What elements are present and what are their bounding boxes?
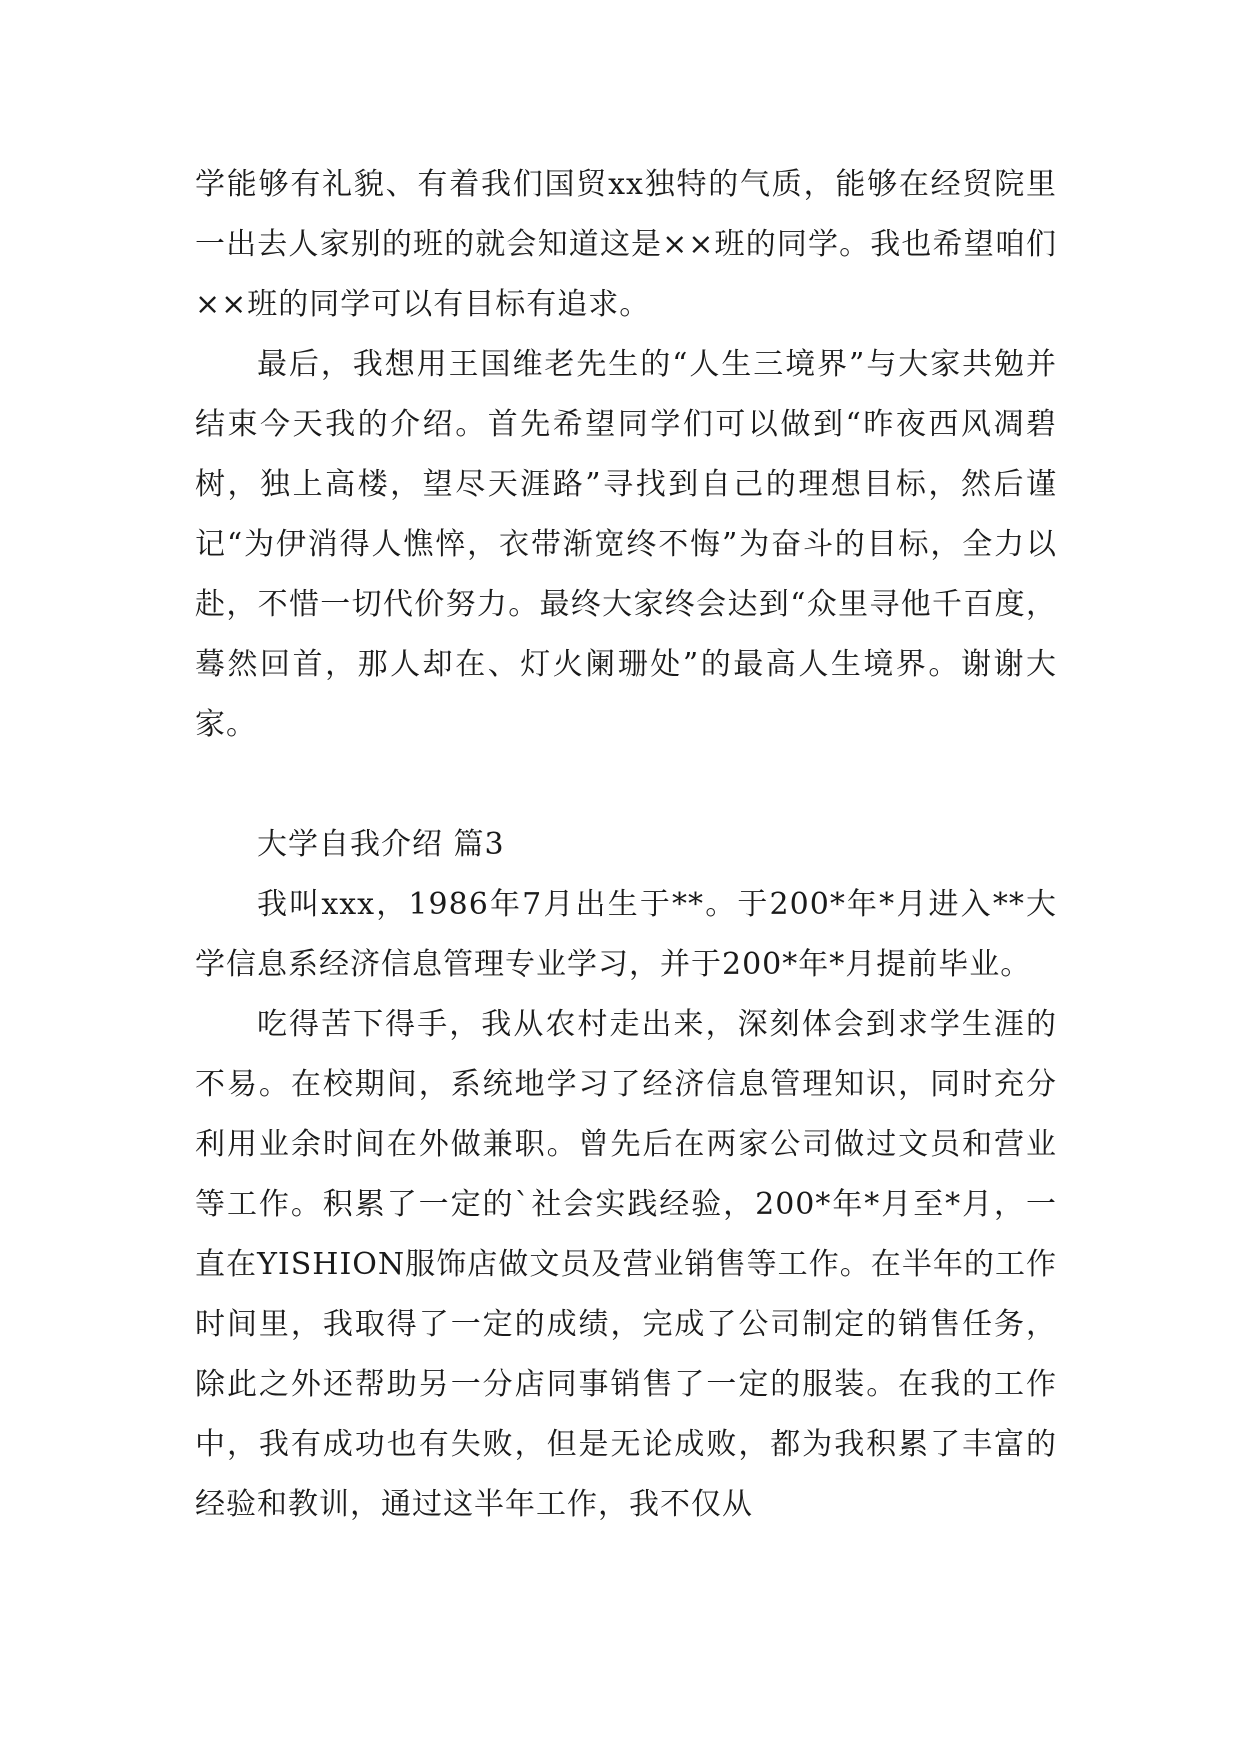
paragraph-experience: 吃得苦下得手，我从农村走出来，深刻体会到求学生涯的不易。在校期间，系统地学习了经济信息管理知识，同时充分利用业余时间在外做兼职。曾先后在两家公司做过文员和营业等工作。积累了一定的`社会实践经验，200*年*月至*月，一直在YISHION服饰店做文员及营业销售等工作。在半年的工作时间里，我取得了一定的成绩，完成了公司制定的销售任务，除此之外还帮助另一分店同事销售了一定的服装。在我的工作中，我有成功也有失败，但是无论成败，都为我积累了丰富的经验和教训，通过这半年工作，我不仅从 <box>195 1007 1057 1522</box>
paragraph-closing-remarks: 最后，我想用王国维老先生的“人生三境界”与大家共勉并结束今天我的介绍。首先希望同学们可以做到“昨夜西风凋碧树，独上高楼，望尽天涯路”寻找到自己的理想目标，然后谨记“为伊消得人憔悴，衣带渐宽终不悔”为奋斗的目标，全力以赴，不惜一切代价努力。最终大家终会达到“众里寻他千百度，蓦然回首，那人却在、灯火阑珊处”的最高人生境界。谢谢大家。 <box>195 347 1057 742</box>
paragraph-continuation: 学能够有礼貌、有着我们国贸xx独特的气质，能够在经贸院里一出去人家别的班的就会知道这是××班的同学。我也希望咱们××班的同学可以有目标有追求。 <box>195 167 1057 322</box>
section-heading: 大学自我介绍 篇3 <box>257 827 505 862</box>
paragraph-intro: 我叫xxx，1986年7月出生于**。于200*年*月进入**大学信息系经济信息管理专业学习，并于200*年*月提前毕业。 <box>195 887 1057 982</box>
document-body <box>195 155 1057 1535</box>
